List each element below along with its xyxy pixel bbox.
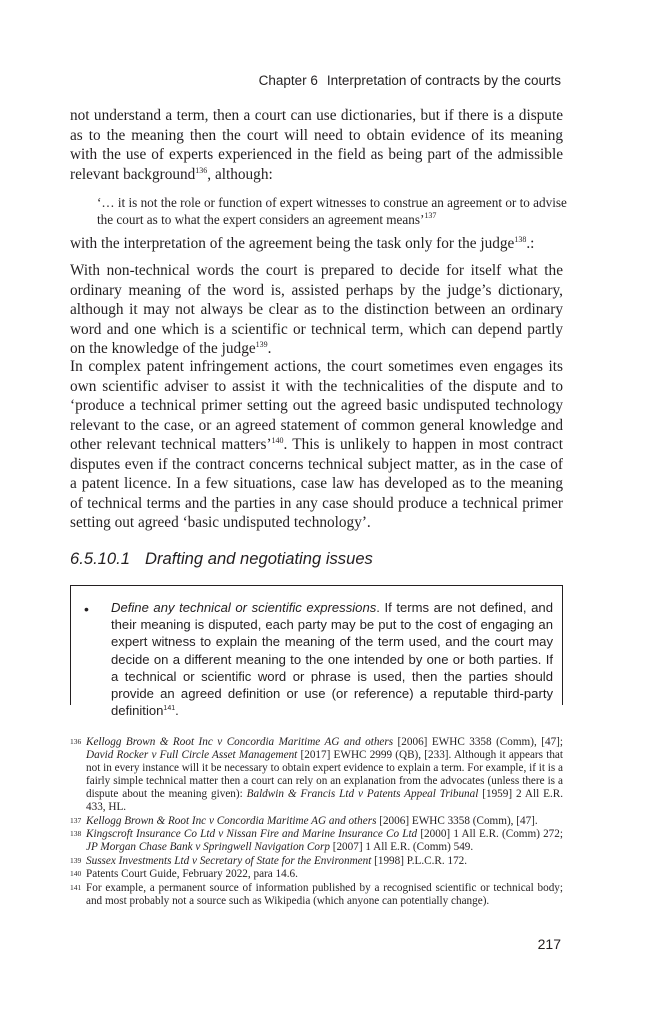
footnote-141 (70, 882, 563, 908)
section-number: 6.5.10.1 (70, 549, 130, 568)
citation-text: Patents Court Guide, February 2022, para 14.6. (86, 868, 298, 881)
case-name: Sussex Investments Ltd v Secretary of State for the Environment (86, 854, 372, 867)
citation-text: [2007] 1 All E.R. (Comm) 549. (329, 841, 474, 854)
checklist-item-lead: Define any technical or scientific expressions (111, 600, 377, 615)
paragraph-2-text: with the interpretation of the agreement being the task only for the judge (70, 235, 515, 252)
footnote-number: 137 (70, 815, 82, 825)
paragraph-2 (70, 234, 563, 254)
checklist-item (111, 599, 553, 719)
paragraph-4-tail: . This is unlikely to happen in most contract disputes even if the contract concerns technical subject matter, as in the case of a patent licence. In a few situations, case law has developed as to the meaning of technical terms and the parties in any case should produce a technical primer setting out agreed ‘basic undisputed technology’. (70, 436, 563, 531)
footnote-ref-138[interactable]: 138 (514, 235, 527, 244)
chapter-title: Interpretation of contracts by the courts (326, 73, 561, 88)
paragraph-1-tail: , although: (207, 165, 273, 183)
paragraph-1 (70, 106, 563, 184)
footnote-number: 140 (70, 869, 82, 879)
paragraph-4-text: In complex patent infringement actions, the court sometimes even engages its own scientific adviser to assist it with the technicalities of the dispute and to ‘produce a technical primer setting out the agreed basic undisputed technology relevant to the case, or an agreed statement of common general knowledge and other relevant technical matters’ (70, 358, 563, 453)
footnote-136 (70, 736, 563, 815)
paragraph-3-text: With non-technical words the court is prepared to decide for itself what the ordinary meaning of the word is, assisted perhaps by the judge’s dictionary, although it may not always be clear as to the distinction between an ordinary word and one which is a scientific or technical term, which can depend partly on the knowledge of the judge (70, 262, 563, 357)
case-name: JP Morgan Chase Bank v Springwell Navigation Corp (86, 841, 330, 854)
citation-text: [2000] 1 All E.R. (Comm) 272; (417, 828, 563, 841)
citation-text: [2017] EWHC 2999 (QB), [233]. Although it appears that not in every instance will it be necessary to obtain expert evidence to explain a term. For example, if it is a fairly simple technical matter then a court can rely on an explanation from the advocates (unless there is a dispute about the meaning given): (86, 749, 563, 801)
footnote-138 (70, 828, 563, 854)
footnote-ref-137[interactable]: 137 (424, 211, 437, 220)
case-name: Kellogg Brown & Root Inc v Concordia Maritime AG and others (86, 736, 394, 748)
footnote-number: 138 (70, 829, 82, 839)
checklist-box (70, 585, 563, 719)
footnote-140 (70, 868, 563, 881)
block-quote (97, 194, 567, 228)
case-name: Kingscroft Insurance Co Ltd v Nissan Fire and Marine Insurance Co Ltd (86, 828, 418, 841)
section-heading (70, 549, 373, 569)
footnote-number: 141 (70, 882, 82, 892)
case-name: Kellogg Brown & Root Inc v Concordia Maritime AG and others (86, 814, 377, 827)
citation-text: [1998] P.L.C.R. 172. (371, 854, 468, 867)
footnote-ref-140[interactable]: 140 (271, 436, 284, 445)
footnote-137 (70, 815, 563, 828)
paragraph-3-tail: . (267, 340, 272, 357)
paragraph-3 (70, 261, 563, 359)
footnote-139 (70, 855, 563, 868)
bullet-icon: • (84, 601, 89, 617)
chapter-label: Chapter 6 (258, 73, 318, 88)
section-title: Drafting and negotiating issues (145, 549, 373, 568)
case-name: Baldwin & Francis Ltd v Patents Appeal Tribunal (246, 788, 479, 801)
footnote-ref-141[interactable]: 141 (163, 705, 176, 713)
checklist-item-tail: . (175, 703, 179, 719)
footnotes (70, 736, 563, 908)
citation-text: [1959] 2 All E.R. 433, HL. (86, 788, 563, 814)
page-number: 217 (537, 936, 561, 952)
citation-text: [2006] EWHC 3358 (Comm), [47]. (376, 814, 538, 827)
citation-text: [2006] EWHC 3358 (Comm), [47]; (393, 736, 563, 748)
footnote-number: 136 (70, 737, 82, 746)
quote-text: ‘… it is not the role or function of expert witnesses to construe an agreement or to advise the court as to what the expert considers an agreement means’ (97, 195, 567, 227)
checklist-item-text: . If terms are not defined, and their meaning is disputed, each party may be put to the cost of engaging an expert witness to explain the meaning of the term used, and the court may decide on a different meaning to the one intended by one or both parties. If a technical or scientific word or phrase is used, then the parties should provide an agreed definition or use (or reference) a reputable third-party definition (111, 600, 554, 719)
footnote-ref-136[interactable]: 136 (195, 165, 208, 175)
paragraph-4 (70, 357, 563, 533)
footnote-ref-139[interactable]: 139 (255, 340, 268, 349)
case-name: David Rocker v Full Circle Asset Management (86, 749, 298, 762)
paragraph-1-text: not understand a term, then a court can use dictionaries, but if there is a dispute as to the meaning then the court will need to obtain evidence of its meaning with the use of experts experienced in the field as being part of the admissible relevant background (70, 107, 563, 183)
running-head (259, 73, 561, 88)
footnote-number: 139 (70, 855, 82, 865)
citation-text: For example, a permanent source of information published by a recognised scientific or technical body; and most probably not a source such as Wikipedia (which anyone can potentially change). (86, 881, 563, 907)
paragraph-2-tail: .: (526, 235, 535, 252)
